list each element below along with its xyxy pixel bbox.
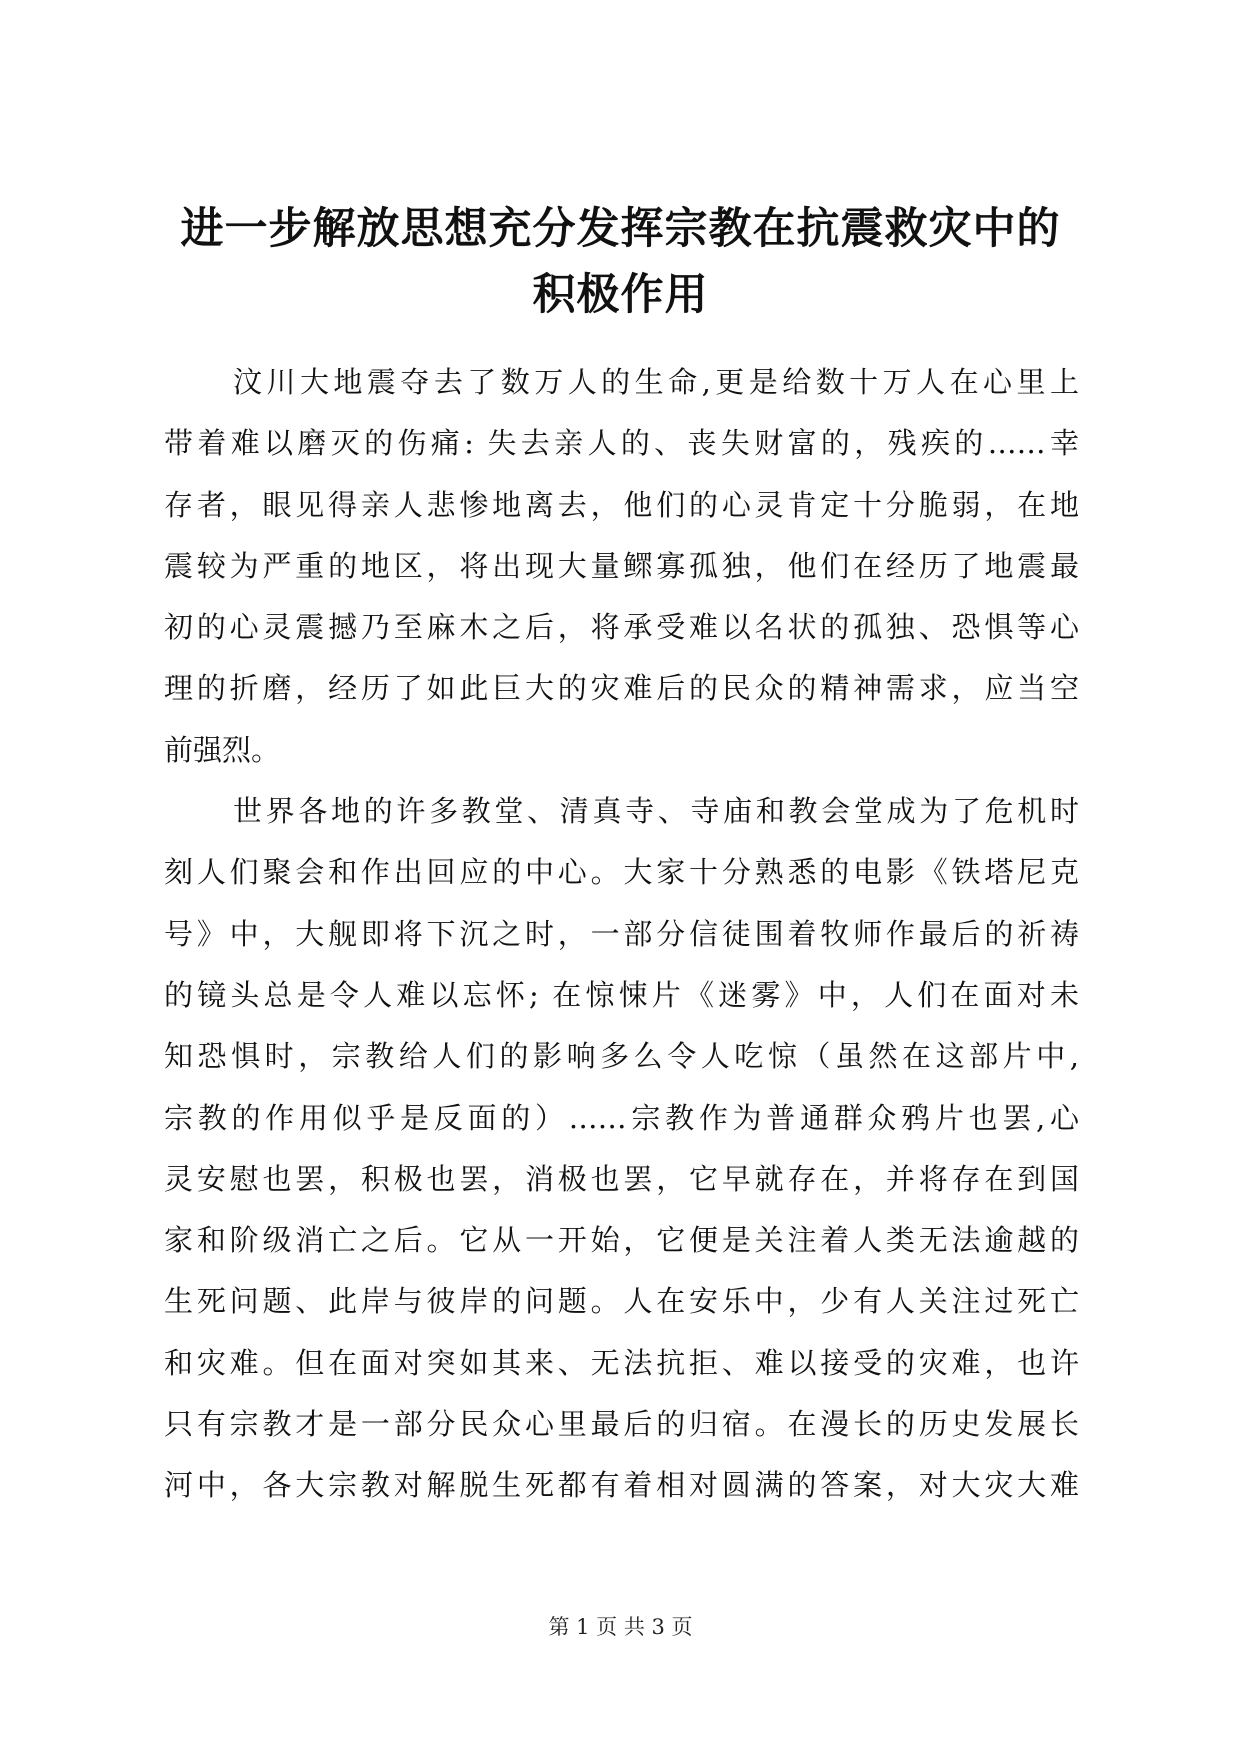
text-line: 世界各地的许多教堂、清真寺、寺庙和教会堂成为了危机时: [233, 794, 1079, 829]
paragraph-2: [164, 781, 1079, 1517]
text-line: 带着难以磨灭的伤痛: 失去亲人的、丧失财富的，残疾的……幸: [164, 426, 1079, 461]
text-line: 和灾难。但在面对突如其来、无法抗拒、难以接受的灾难，也许: [164, 1345, 1079, 1380]
page-footer: 第 1 页 共 3 页: [548, 1615, 693, 1639]
text-line: 只有宗教才是一部分民众心里最后的归宿。在漫长的历史发展长: [164, 1407, 1079, 1442]
title-line: 积极作用: [532, 270, 709, 320]
text-line: 河中，各大宗教对解脱生死都有着相对圆满的答案，对大灾大难: [164, 1468, 1079, 1503]
text-line: 理的折磨，经历了如此巨大的灾难后的民众的精神需求，应当空: [164, 671, 1079, 706]
text-line: 号》中，大舰即将下沉之时，一部分信徒围着牧师作最后的祈祷: [164, 916, 1079, 951]
title-line: 进一步解放思想充分发挥宗教在抗震救灾中的: [180, 204, 1061, 254]
text-line: 宗教的作用似乎是反面的）……宗教作为普通群众鸦片也罢,心: [164, 1100, 1079, 1135]
text-line: 汶川大地震夺去了数万人的生命,更是给数十万人在心里上: [233, 365, 1079, 399]
text-line: 震较为严重的地区，将出现大量鳏寡孤独，他们在经历了地震最: [164, 548, 1079, 583]
text-line: 生死问题、此岸与彼岸的问题。人在安乐中，少有人关注过死亡: [164, 1284, 1079, 1319]
text-line: 存者，眼见得亲人悲惨地离去，他们的心灵肯定十分脆弱，在地: [164, 487, 1079, 522]
document-body: [164, 352, 1079, 1517]
document-title: [150, 196, 1091, 328]
text-line: 前强烈。: [164, 732, 281, 767]
text-line: 的镜头总是令人难以忘怀; 在惊悚片《迷雾》中，人们在面对未: [164, 977, 1079, 1012]
text-line: 初的心灵震撼乃至麻木之后，将承受难以名状的孤独、恐惧等心: [164, 610, 1079, 645]
paragraph-1: [164, 352, 1079, 781]
text-line: 家和阶级消亡之后。它从一开始，它便是关注着人类无法逾越的: [164, 1223, 1079, 1258]
text-line: 刻人们聚会和作出回应的中心。大家十分熟悉的电影《铁塔尼克: [164, 855, 1079, 890]
text-line: 知恐惧时，宗教给人们的影响多么令人吃惊（虽然在这部片中,: [164, 1039, 1079, 1074]
text-line: 灵安慰也罢，积极也罢，消极也罢，它早就存在，并将存在到国: [164, 1161, 1079, 1196]
